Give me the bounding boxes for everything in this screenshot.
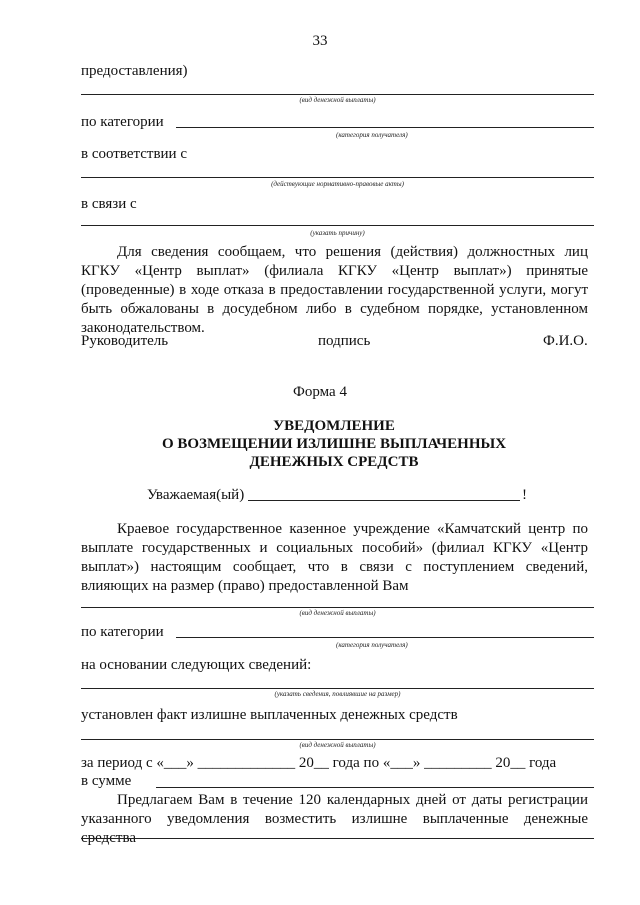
signature-sign: подпись	[318, 333, 371, 349]
field-kategoriya	[176, 637, 594, 638]
underline	[81, 688, 594, 689]
underline	[81, 838, 594, 839]
title-line-2: О ВОЗМЕЩЕНИИ ИЗЛИШНЕ ВЫПЛАЧЕННЫХ	[161, 436, 507, 452]
signature-role: Руководитель	[81, 333, 169, 349]
label-ustanovlen: установлен факт излишне выплаченных денежных средств	[81, 707, 458, 723]
hint-vid-vyplaty: (вид денежной выплаты)	[299, 609, 376, 617]
field-summa	[156, 787, 594, 788]
underline	[81, 739, 594, 740]
hint-akty: (действующие нормативно-правовые акты)	[271, 180, 404, 188]
signature-fio: Ф.И.О.	[543, 333, 588, 349]
underline	[81, 607, 594, 608]
period-line: за период с «___» _____________ 20__ года по «___» _________ 20__ года	[81, 755, 557, 771]
greeting-end: !	[522, 487, 527, 503]
label-v-svyazi: в связи с	[81, 196, 137, 212]
hint-kategoriya: (категория получателя)	[336, 131, 408, 139]
label-v-summe: в сумме	[81, 773, 132, 789]
page-number: 33	[312, 33, 328, 49]
hint-vid-vyplaty: (вид денежной выплаты)	[299, 96, 376, 104]
title-line-1: УВЕДОМЛЕНИЕ	[273, 418, 395, 434]
field-kategoriya	[176, 127, 594, 128]
hint-svedeniya: (указать сведения, повлиявшие на размер)	[274, 690, 401, 698]
form-label: Форма 4	[293, 384, 347, 400]
label-po-kategorii: по категории	[81, 624, 164, 640]
label-po-kategorii: по категории	[81, 114, 164, 130]
label-na-osnovanii: на основании следующих сведений:	[81, 657, 312, 673]
underline	[81, 225, 594, 226]
field-name	[248, 500, 520, 501]
title-line-3: ДЕНЕЖНЫХ СРЕДСТВ	[249, 454, 419, 470]
paragraph-predlagaem: Предлагаем Вам в течение 120 календарных дней от даты регистрации указанного уведомления возместить излишне выплаченные денежные средства	[81, 792, 588, 846]
hint-kategoriya: (категория получателя)	[336, 641, 408, 649]
paragraph-uvedomlenie: Краевое государственное казенное учреждение «Камчатский центр по выплате государственных и социальных пособий» (филиал КГКУ «Центр выплат») настоящим сообщает, что в связи с поступлением сведений, влияющих на размер (право) предоставленной Вам	[81, 521, 588, 594]
greeting: Уважаемая(ый)	[147, 487, 245, 503]
underline	[81, 94, 594, 95]
underline	[81, 177, 594, 178]
text-predostavleniya: предоставления)	[81, 63, 188, 79]
hint-prichina: (указать причину)	[310, 229, 365, 237]
paragraph-obzhalovanie: Для сведения сообщаем, что решения (действия) должностных лиц КГКУ «Центр выплат» (филиала КГКУ «Центр выплат») принятые (проведенные) в ходе отказа в предоставлении государственной услуги, могут быть обжалованы в досудебном либо в судебном порядке, установленном законодательством.	[81, 244, 588, 336]
label-v-sootvetstvii: в соответствии с	[81, 146, 187, 162]
hint-vid-vyplaty-2: (вид денежной выплаты)	[299, 741, 376, 749]
